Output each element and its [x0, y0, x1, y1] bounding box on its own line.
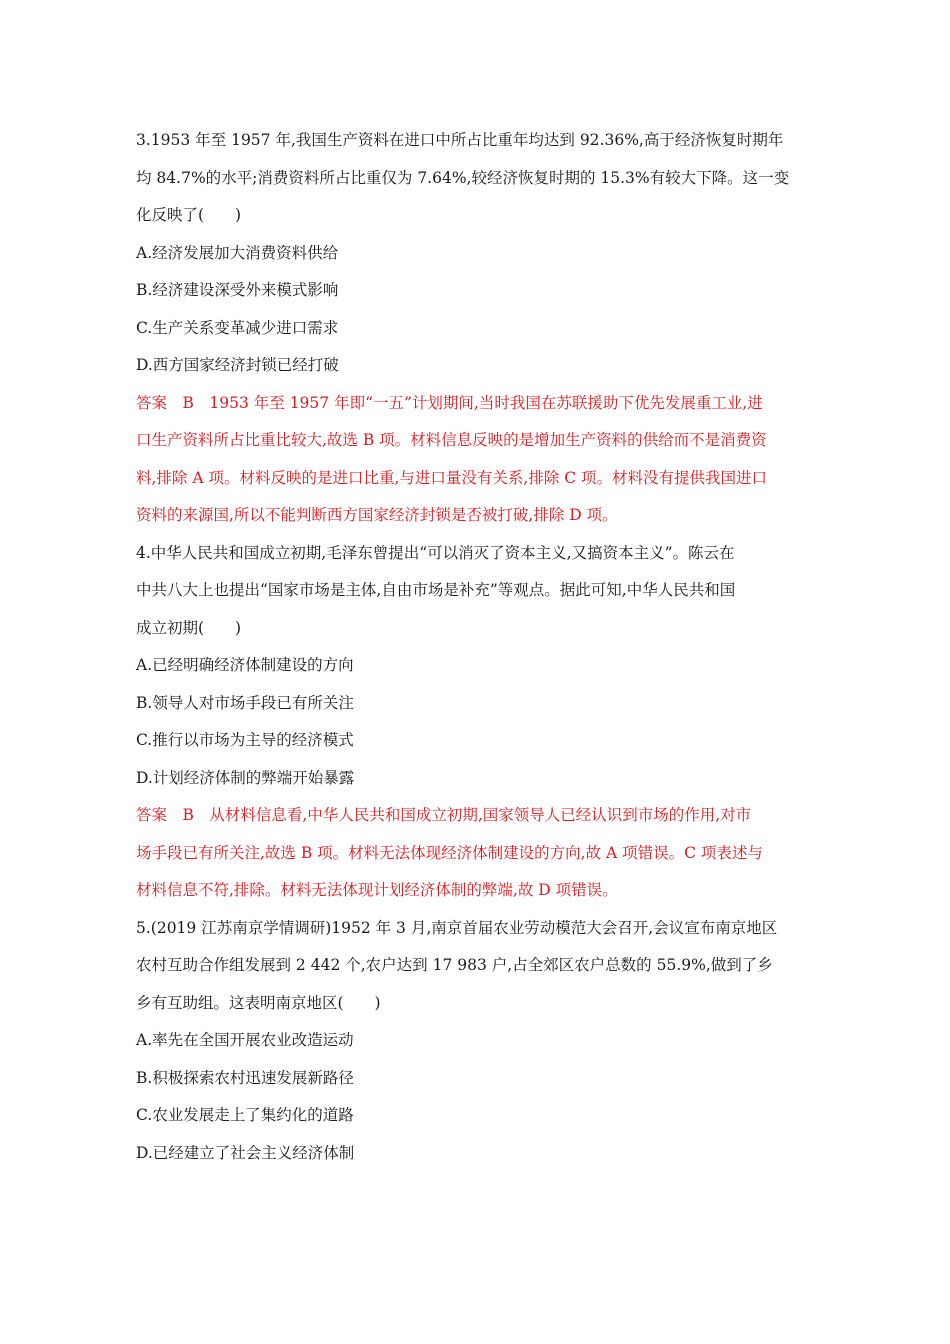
question-text-line: 均 84.7%的水平;消费资料所占比重仅为 7.64%,较经济恢复时期的 15.3%有较大下降。这一变 [136, 168, 790, 187]
option-a: A.率先在全国开展农业改造运动 [136, 1031, 354, 1049]
document-page [136, 122, 816, 1172]
option-b: B.领导人对市场手段已有所关注 [136, 693, 354, 712]
answer-line: 口生产资料所占比重比较大,故选 B 项。材料信息反映的是增加生产资料的供给而不是消费资 [136, 431, 767, 449]
question-3 [136, 122, 816, 535]
option-d: D.西方国家经济封锁已经打破 [136, 356, 339, 374]
answer-line: 资料的来源国,所以不能判断西方国家经济封锁是否被打破,排除 D 项。 [136, 506, 618, 524]
question-text-line: 成立初期( ) [136, 618, 242, 637]
option-d: D.计划经济体制的弊端开始暴露 [136, 768, 355, 787]
answer-line: 材料信息不符,排除。材料无法体现计划经济体制的弊端,故 D 项错误。 [136, 881, 618, 899]
option-c: C.推行以市场为主导的经济模式 [136, 731, 354, 749]
option-a: A.已经明确经济体制建设的方向 [136, 656, 354, 674]
answer-line: 答案 B 1953 年至 1957 年即“一五”计划期间,当时我国在苏联援助下优先发展重工业,进 [136, 393, 763, 412]
option-a: A.经济发展加大消费资料供给 [136, 243, 339, 262]
question-text-line: 乡有互助组。这表明南京地区( ) [136, 993, 381, 1012]
answer-line: 场手段已有所关注,故选 B 项。材料无法体现经济体制建设的方向,故 A 项错误。C 项表述与 [136, 843, 763, 862]
question-text-line: 5.(2019 江苏南京学情调研)1952 年 3 月,南京首届农业劳动模范大会召开,会议宣布南京地区 [136, 918, 778, 937]
question-4 [136, 535, 816, 910]
question-text-line: 化反映了( ) [136, 206, 242, 224]
option-c: C.农业发展走上了集约化的道路 [136, 1106, 354, 1124]
option-b: B.经济建设深受外来模式影响 [136, 281, 339, 299]
question-text-line: 中共八大上也提出“国家市场是主体,自由市场是补充”等观点。据此可知,中华人民共和国 [136, 581, 736, 599]
answer-line: 料,排除 A 项。材料反映的是进口比重,与进口量没有关系,排除 C 项。材料没有提供我国进口 [136, 468, 768, 487]
option-d: D.已经建立了社会主义经济体制 [136, 1143, 355, 1162]
option-c: C.生产关系变革减少进口需求 [136, 318, 339, 337]
question-text-line: 农村互助合作组发展到 2 442 个,农户达到 17 983 户,占全郊区农户总数的 55.9%,做到了乡 [136, 956, 773, 974]
question-text-line: 3.1953 年至 1957 年,我国生产资料在进口中所占比重年均达到 92.36%,高于经济恢复时期年 [136, 131, 784, 149]
answer-line: 答案 B 从材料信息看,中华人民共和国成立初期,国家领导人已经认识到市场的作用,对市 [136, 806, 752, 824]
question-5 [136, 910, 816, 1173]
question-text-line: 4.中华人民共和国成立初期,毛泽东曾提出“可以消灭了资本主义,又搞资本主义”。陈云在 [136, 543, 735, 562]
option-b: B.积极探索农村迅速发展新路径 [136, 1068, 354, 1087]
